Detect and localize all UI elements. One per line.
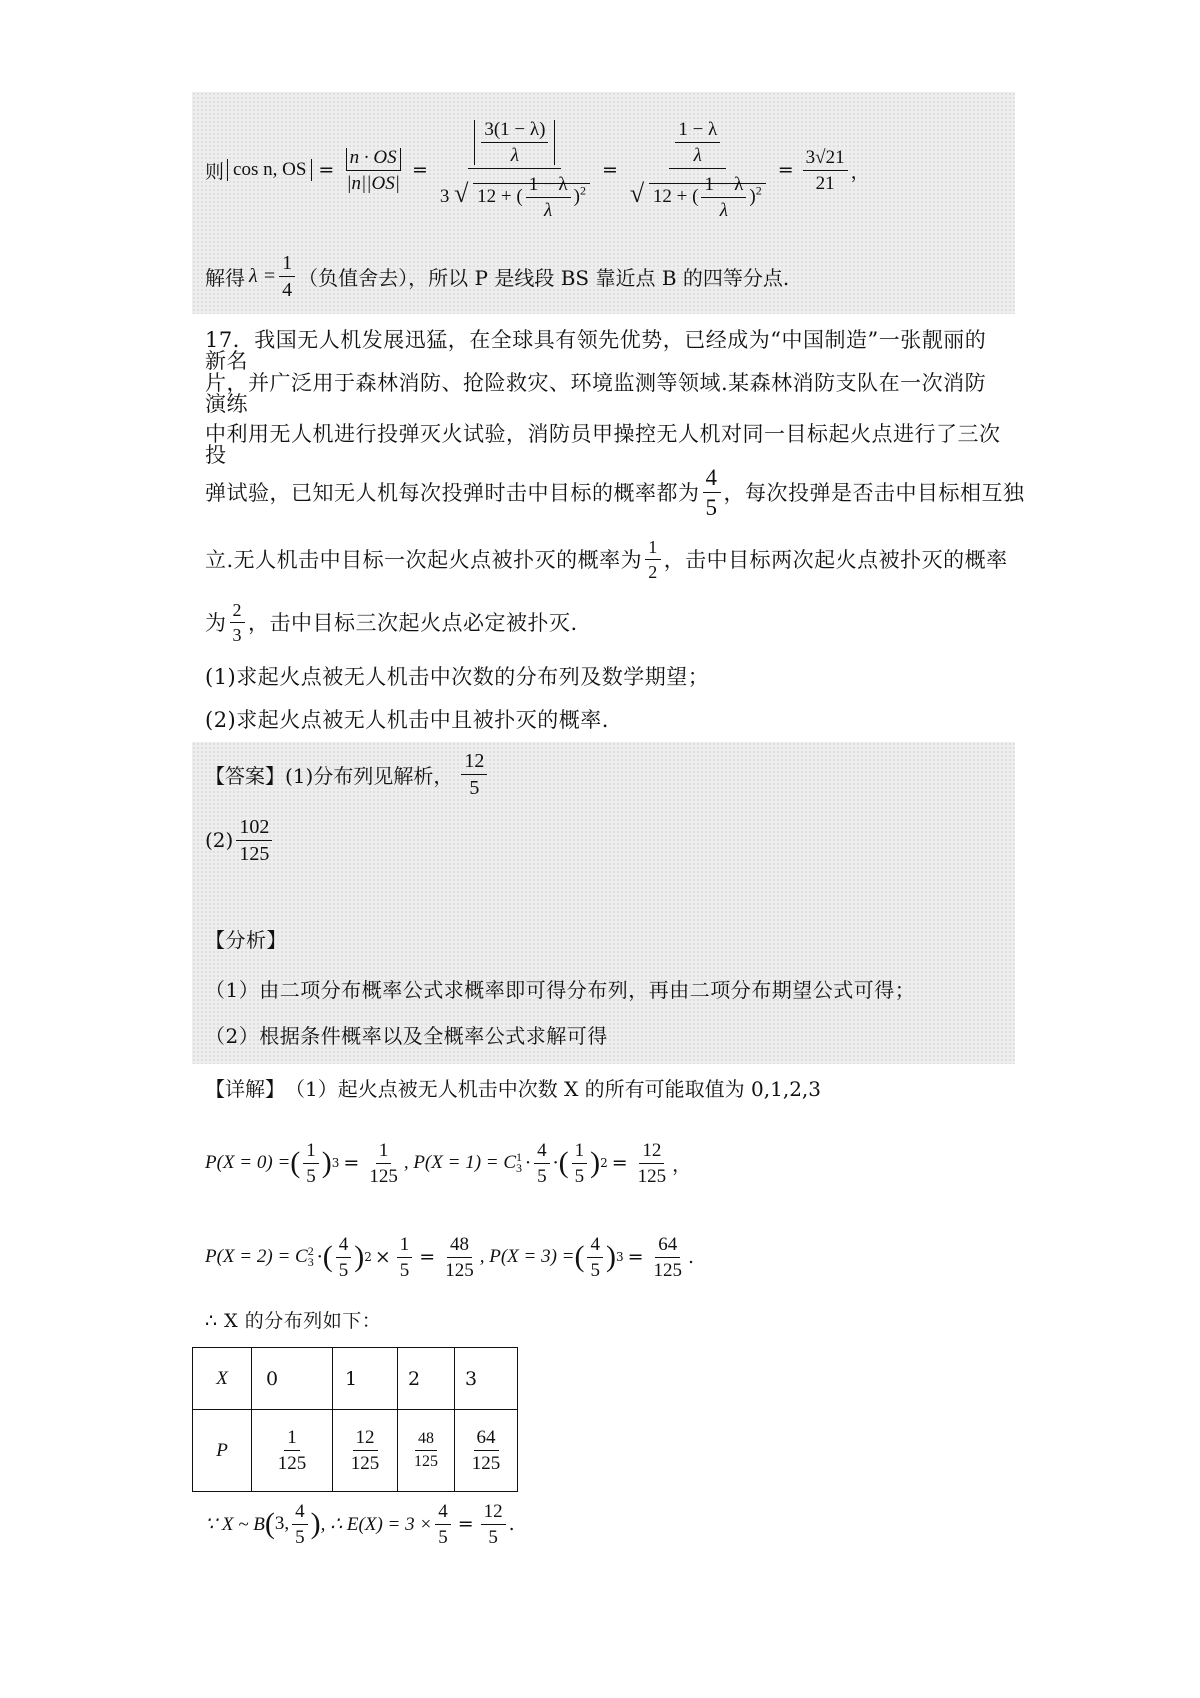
question-line-5: [205, 532, 1008, 586]
paren-close: ): [605, 1240, 616, 1273]
x-value: 3: [455, 1348, 518, 1410]
x-value: 2: [398, 1348, 455, 1410]
p0-result: [366, 1141, 401, 1186]
exp-eq: =: [457, 1513, 474, 1535]
question-line-1: [205, 330, 1005, 372]
p-den: 125: [414, 1453, 438, 1470]
analysis-line-1: （1）由二项分布概率公式求概率即可得分布列，再由二项分布期望公式可得；: [205, 978, 916, 1002]
question-line-4: [205, 462, 1025, 522]
eq-c: =: [419, 1246, 436, 1268]
exp-end: .: [508, 1513, 515, 1535]
q4-b: ，每次投弹是否击中目标相互独: [723, 481, 1025, 505]
analysis-label: 【分析】: [205, 928, 287, 952]
result-fraction: [803, 148, 848, 193]
inner-num-1: 3(1 − λ): [481, 120, 548, 143]
mf2-top: [669, 120, 726, 169]
table-row: [193, 1348, 518, 1410]
paren-close: ): [590, 1146, 601, 1179]
exp-2-a: 2: [579, 183, 586, 198]
eq2-end: .: [688, 1246, 695, 1268]
q4-den: 5: [705, 494, 718, 520]
paren-open: (: [322, 1240, 333, 1273]
sqrt-sign-1: √: [454, 178, 469, 208]
dot-a: ·: [525, 1152, 532, 1174]
paren-open: (: [264, 1507, 275, 1540]
sqrt-inner-1: 12 +: [477, 185, 512, 207]
answer-part2: (2): [205, 828, 234, 852]
af2-num: 102: [236, 817, 272, 841]
lf2-num: 1 − λ: [701, 175, 746, 198]
q6-frac: [230, 601, 246, 644]
lambda-frac-2: [701, 175, 746, 220]
p-num: 12: [353, 1428, 378, 1451]
cos-formula: [205, 100, 870, 240]
p-value: [455, 1410, 518, 1492]
answer-line-1: [205, 746, 490, 802]
solve-lambda: λ =: [249, 264, 277, 287]
p1-mult-den: 5: [537, 1165, 547, 1187]
paren-open: (: [290, 1146, 301, 1179]
solve-prefix: 解得: [205, 265, 245, 290]
analysis-line-2: （2）根据条件概率以及全概率公式求解可得: [205, 1024, 608, 1048]
question-part-1: (1)求起火点被无人机击中次数的分布列及数学期望；: [205, 665, 710, 689]
paren-close: ): [354, 1240, 365, 1273]
er-num: 12: [481, 1502, 506, 1525]
eq-sign-1: =: [318, 159, 335, 181]
p0-res-num: 1: [376, 1141, 392, 1164]
p2-res-den: 125: [445, 1259, 474, 1281]
p2-exp: 2: [364, 1250, 372, 1264]
exp-result: [481, 1502, 506, 1547]
p-den: 125: [350, 1453, 380, 1474]
exp-params: 3,: [274, 1513, 290, 1534]
equation-1: [205, 1128, 691, 1198]
lf2-den: λ: [719, 200, 729, 221]
exp-mid: , ∴ E(X) = 3 ×: [320, 1513, 433, 1535]
row-label-x: X: [193, 1348, 252, 1410]
q5-a: 立.无人机击中目标一次起火点被扑灭的概率为: [205, 548, 643, 572]
inner-frac-1: [474, 120, 555, 165]
af1-den: 5: [469, 776, 480, 799]
question-text-1: 我国无人机发展迅猛，在全球具有领先优势，已经成为“中国制造”一张靓丽的新名: [205, 328, 987, 373]
abs-frac-top: [468, 120, 561, 169]
solve-lambda-line: [205, 248, 789, 304]
exp-2-b: 2: [755, 183, 762, 198]
p3-res-den: 125: [653, 1259, 683, 1281]
exp-prefix: ∵ X ~ B: [205, 1513, 265, 1535]
p-value: [398, 1410, 455, 1492]
question-line-3: 中利用无人机进行投弹灭火试验，消防员甲操控无人机对同一目标起火点进行了三次投: [205, 422, 1001, 467]
table-row: [193, 1410, 518, 1492]
solve-den: 4: [282, 278, 293, 301]
p0-base-num: 1: [303, 1141, 319, 1164]
af1-num: 12: [461, 751, 487, 775]
paren-close: ): [310, 1507, 321, 1540]
af2-den: 125: [239, 842, 270, 865]
answer-line-2: [205, 812, 275, 868]
q5-den: 2: [648, 561, 658, 582]
p-num: 64: [474, 1428, 499, 1451]
sqrt-body-1: 12 + ( $\frac{1 - \lambda}{\lambda}$ )$^2$: [473, 183, 590, 209]
q4-num: 4: [703, 466, 721, 493]
inner-den-1: λ: [510, 145, 520, 166]
p-num: 48: [415, 1431, 437, 1451]
p1-comb: [516, 1152, 522, 1174]
x-value: 0: [252, 1348, 333, 1410]
cos-abs: [227, 159, 312, 181]
p1-sup: 1: [516, 1150, 523, 1165]
p1-base-num: 1: [572, 1141, 588, 1164]
p1-mult: [534, 1141, 550, 1186]
eq-sign-3: =: [601, 159, 618, 181]
detail-intro: （1）起火点被无人机击中次数 X 的所有可能取值为 0,1,2,3: [285, 1076, 822, 1101]
q6-a: 为: [205, 611, 227, 635]
p-frac: [348, 1428, 383, 1473]
q4-a: 弹试验，已知无人机每次投弹时击中目标的概率都为: [205, 481, 700, 505]
paren-close: ): [321, 1146, 332, 1179]
p2-base-den: 5: [338, 1259, 349, 1281]
dot-b: ·: [552, 1152, 559, 1174]
dot-c: ·: [316, 1246, 323, 1268]
q6-num: 2: [230, 601, 246, 623]
p-frac: [411, 1431, 441, 1470]
distribution-table: [192, 1347, 518, 1492]
p1-exp: 2: [600, 1156, 608, 1170]
lf1-num: 1 − λ: [526, 175, 571, 198]
p2-sub: 3: [307, 1255, 314, 1269]
comma-1: ，: [850, 160, 870, 183]
p2-comb: [308, 1246, 314, 1268]
question-line-6: [205, 595, 578, 649]
p3-base: [587, 1235, 603, 1280]
lambda-frac-1: [526, 175, 571, 220]
paren-open: (: [558, 1146, 569, 1179]
answer-part1: (1)分布列见解析，: [285, 763, 454, 788]
p1-res-num: 12: [639, 1141, 664, 1164]
times-a: ×: [374, 1246, 391, 1268]
result-num: 3√21: [803, 148, 848, 171]
sqrt-den-1: [437, 169, 593, 220]
q6-den: 3: [232, 624, 242, 645]
eq-sign-4: =: [777, 159, 794, 181]
detail-intro-line: [205, 1072, 821, 1102]
p-frac: [275, 1428, 310, 1473]
p2-mult: [397, 1235, 413, 1280]
p3-exp: 3: [615, 1250, 624, 1264]
table-caption: ∴ X 的分布列如下：: [205, 1310, 382, 1332]
solve-num: 1: [279, 253, 295, 277]
paren-open: (: [574, 1240, 585, 1273]
inner-num-2: 1 − λ: [675, 120, 720, 143]
p2-mult-den: 5: [399, 1259, 410, 1281]
p2-base: [336, 1235, 352, 1280]
answer-frac-1: [461, 751, 487, 798]
q4-frac: [703, 466, 721, 519]
p0-base-den: 5: [306, 1165, 316, 1187]
p3-res-num: 64: [655, 1235, 680, 1258]
p1-result: [635, 1141, 670, 1186]
p0-left: P(X = 0) =: [205, 1152, 291, 1173]
row-label-p: P: [193, 1410, 252, 1492]
norm-product: |n||OS|: [346, 172, 400, 194]
emf-num: 4: [435, 1502, 451, 1525]
p-frac: [469, 1428, 504, 1473]
inner-frac-2: [675, 120, 720, 165]
p3-base-num: 4: [587, 1235, 603, 1258]
emf-den: 5: [438, 1526, 448, 1548]
q5-frac: [645, 538, 661, 581]
p3-result: [651, 1235, 686, 1280]
p0-base: [303, 1141, 319, 1186]
equation-2: [205, 1222, 694, 1292]
question-number: 17．: [205, 328, 255, 352]
mid-fraction-2: [627, 120, 769, 220]
er-den: 5: [488, 1526, 498, 1548]
exp-mult-frac: [435, 1502, 451, 1547]
eq-b: =: [611, 1152, 628, 1174]
p1-base-den: 5: [574, 1165, 585, 1187]
p1-base: [572, 1141, 588, 1186]
cos-expr: cos n, OS: [233, 159, 307, 180]
p3-base-den: 5: [590, 1259, 600, 1281]
question-part-2: (2)求起火点被无人机击中且被扑灭的概率.: [205, 708, 609, 732]
sqrt-body-2: 12 + ( $\frac{1 - \lambda}{\lambda}$ )$^2$: [649, 183, 766, 209]
p1-left: , P(X = 1) = C: [403, 1152, 517, 1173]
eq-sign-2: =: [411, 159, 428, 181]
p2-mult-num: 1: [397, 1235, 413, 1258]
sqrt-den-2: [627, 169, 769, 220]
p-den: 125: [277, 1453, 307, 1474]
p-value: [252, 1410, 333, 1492]
p2-res-num: 48: [447, 1235, 472, 1258]
solve-suffix: （负值舍去），所以 P 是线段 BS 靠近点 B 的四等分点.: [298, 265, 790, 290]
p1-res-den: 125: [637, 1165, 667, 1187]
p-num: 1: [284, 1428, 300, 1451]
p0-exp: 3: [331, 1156, 340, 1170]
den1-coef: 3: [439, 185, 450, 207]
eq-d: =: [627, 1246, 644, 1268]
solve-fraction: [279, 253, 295, 300]
q6-b: ，击中目标三次起火点必定被扑灭.: [248, 611, 578, 635]
expectation-line: [205, 1492, 515, 1556]
epf-den: 5: [295, 1526, 305, 1548]
inner-den-2: λ: [693, 145, 702, 166]
q5-b: ，击中目标两次起火点被扑灭的概率: [663, 548, 1008, 572]
question-line-2: 片，并广泛用于森林消防、抢险救灾、环境监测等领域.某森林消防支队在一次消防演练: [205, 371, 987, 416]
p2-base-num: 4: [336, 1235, 352, 1258]
p1-sub: 3: [516, 1161, 523, 1175]
x-value: 1: [333, 1348, 398, 1410]
dot-product: n · OS: [346, 148, 401, 171]
result-den: 21: [815, 172, 835, 194]
sqrt-sign-2: √: [629, 178, 645, 208]
exp-param-frac: [292, 1502, 308, 1547]
mid-fraction-1: [437, 120, 593, 220]
p3-left: , P(X = 3) =: [479, 1246, 575, 1267]
cos-fraction: [343, 148, 403, 193]
detail-label: 【详解】: [205, 1076, 285, 1101]
cos-prefix: 则: [205, 160, 225, 183]
epf-num: 4: [292, 1502, 308, 1525]
lf1-den: λ: [544, 200, 553, 221]
p2-sup: 2: [307, 1244, 314, 1259]
answer-frac-2: [236, 817, 272, 864]
eq1-end: ，: [672, 1153, 692, 1176]
eq-a: =: [343, 1152, 360, 1174]
p-den: 125: [471, 1453, 501, 1474]
p2-result: [442, 1235, 477, 1280]
p2-left: P(X = 2) = C: [205, 1246, 308, 1267]
p0-res-den: 125: [369, 1165, 398, 1187]
q5-num: 1: [645, 538, 661, 560]
answer-label: 【答案】: [205, 763, 285, 788]
sqrt-inner-2: 12 +: [652, 185, 688, 207]
p1-mult-num: 4: [534, 1141, 550, 1164]
p-value: [333, 1410, 398, 1492]
